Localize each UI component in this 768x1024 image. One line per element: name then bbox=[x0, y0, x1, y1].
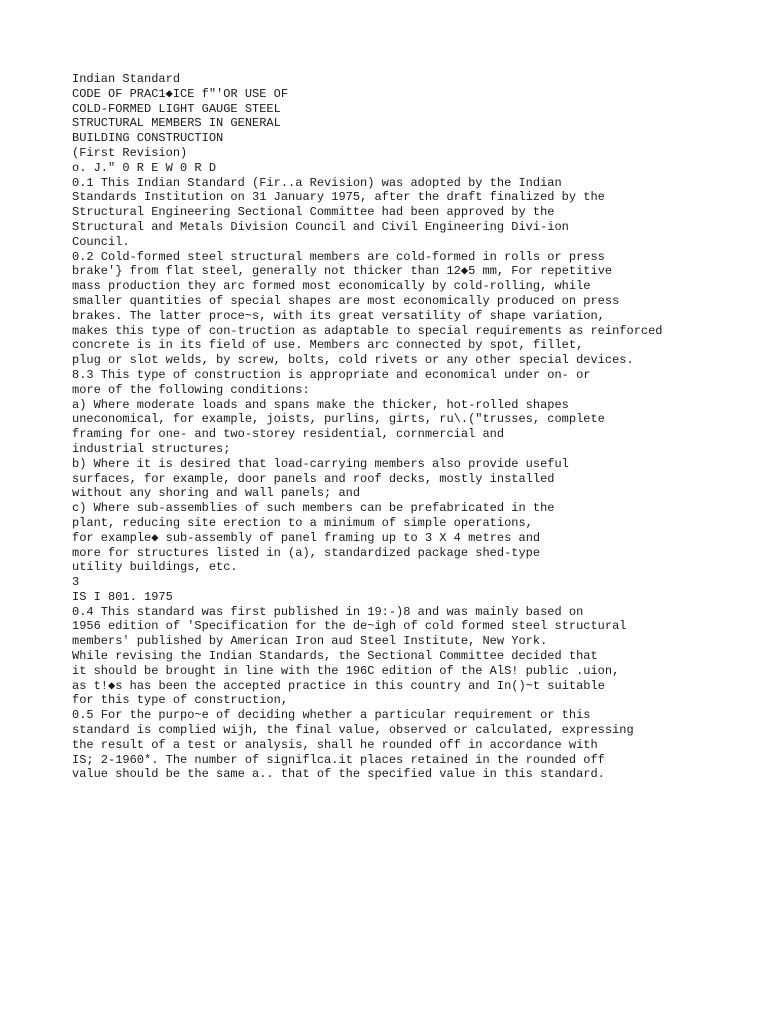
doc-line: more for structures listed in (a), standardized package shed-type bbox=[72, 545, 541, 560]
doc-line-running-header: IS I 801. 1975 bbox=[72, 589, 173, 604]
doc-line-code-title-2: COLD-FORMED LIGHT GAUGE STEEL bbox=[72, 101, 281, 116]
doc-line: for example◆ sub-assembly of panel framing up to 3 X 4 metres and bbox=[72, 530, 541, 545]
doc-line: the result of a test or analysis, shall he rounded off in accordance with bbox=[72, 737, 598, 752]
doc-line: utility buildings, etc. bbox=[72, 560, 238, 575]
doc-line-item-b: b) Where it is desired that load-carrying members also provide useful bbox=[72, 456, 569, 471]
doc-line-code-title-4: BUILDING CONSTRUCTION bbox=[72, 131, 224, 146]
doc-line: IS; 2-1960*. The number of signiflca.it places retained in the rounded off bbox=[72, 752, 605, 767]
doc-line: Structural and Metals Division Council and Civil Engineering Divi-ion bbox=[72, 219, 569, 234]
doc-line: Standards Institution on 31 January 1975, after the draft finalized by the bbox=[72, 190, 605, 205]
doc-line-code-title: CODE OF PRAC1◆ICE f"'OR USE OF bbox=[72, 86, 289, 101]
doc-line: value should be the same a.. that of the specified value in this standard. bbox=[72, 767, 605, 782]
doc-line: Structural Engineering Sectional Committee had been approved by the bbox=[72, 205, 555, 220]
doc-line-item-a: a) Where moderate loads and spans make the thicker, hot-rolled shapes bbox=[72, 397, 569, 412]
doc-line-foreword-heading: o. J." 0 R E W 0 R D bbox=[72, 160, 217, 175]
doc-line: brakes. The latter proce~s, with its great versatility of shape variation, bbox=[72, 308, 605, 323]
doc-line: makes this type of con-truction as adaptable to special requirements as reinforced bbox=[72, 323, 663, 338]
doc-line: without any shoring and wall panels; and bbox=[72, 486, 361, 501]
document-text-body bbox=[72, 72, 752, 782]
doc-line: 1956 edition of 'Specification for the de~igh of cold formed steel structural bbox=[72, 619, 627, 634]
doc-line: plant, reducing site erection to a minimum of simple operations, bbox=[72, 515, 533, 530]
doc-line-para-0-4: 0.4 This standard was first published in 19:-)8 and was mainly based on bbox=[72, 604, 584, 619]
doc-line-code-title-3: STRUCTURAL MEMBERS IN GENERAL bbox=[72, 116, 281, 131]
doc-line: standard is complied wijh, the final value, observed or calculated, expressing bbox=[72, 723, 634, 738]
doc-line: mass production they arc formed most economically by cold-rolling, while bbox=[72, 279, 591, 294]
doc-line: members' published by American Iron aud Steel Institute, New York. bbox=[72, 634, 548, 649]
doc-line-page-number: 3 bbox=[72, 575, 80, 590]
doc-line: Council. bbox=[72, 234, 130, 249]
doc-line-revision: (First Revision) bbox=[72, 145, 188, 160]
doc-line-para-0-2: 0.2 Cold-formed steel structural members are cold-formed in rolls or press bbox=[72, 249, 605, 264]
doc-line: more of the following conditions: bbox=[72, 382, 310, 397]
doc-line: as t!◆s has been the accepted practice in this country and In()~t suitable bbox=[72, 678, 605, 693]
doc-line: framing for one- and two-storey residential, cornmercial and bbox=[72, 427, 505, 442]
doc-line-para-0-5: 0.5 For the purpo~e of deciding whether a particular requirement or this bbox=[72, 708, 591, 723]
doc-line-para-0-1: 0.1 This Indian Standard (Fir..a Revision) was adopted by the Indian bbox=[72, 175, 562, 190]
doc-line: it should be brought in line with the 196C edition of the AlS! public .uion, bbox=[72, 663, 620, 678]
doc-line: for this type of construction, bbox=[72, 693, 289, 708]
doc-line: plug or slot welds, by screw, bolts, cold rivets or any other special devices. bbox=[72, 353, 634, 368]
doc-line-para-0-3: 8.3 This type of construction is appropriate and economical under on- or bbox=[72, 367, 591, 382]
doc-line: concrete is in its field of use. Members arc connected by spot, fillet, bbox=[72, 338, 584, 353]
doc-line-title: Indian Standard bbox=[72, 72, 181, 86]
doc-line: While revising the Indian Standards, the Sectional Committee decided that bbox=[72, 649, 598, 664]
doc-line: uneconomical, for example, joists, purlins, girts, ru\.("trusses, complete bbox=[72, 412, 605, 427]
doc-line: smaller quantities of special shapes are most economically produced on press bbox=[72, 293, 620, 308]
doc-line: industrial structures; bbox=[72, 441, 231, 456]
doc-line-item-c: c) Where sub-assemblies of such members can be prefabricated in the bbox=[72, 501, 555, 516]
doc-line: surfaces, for example, door panels and roof decks, mostly installed bbox=[72, 471, 555, 486]
doc-line: brake'} from flat steel, generally not thicker than 12◆5 mm, For repetitive bbox=[72, 264, 613, 279]
